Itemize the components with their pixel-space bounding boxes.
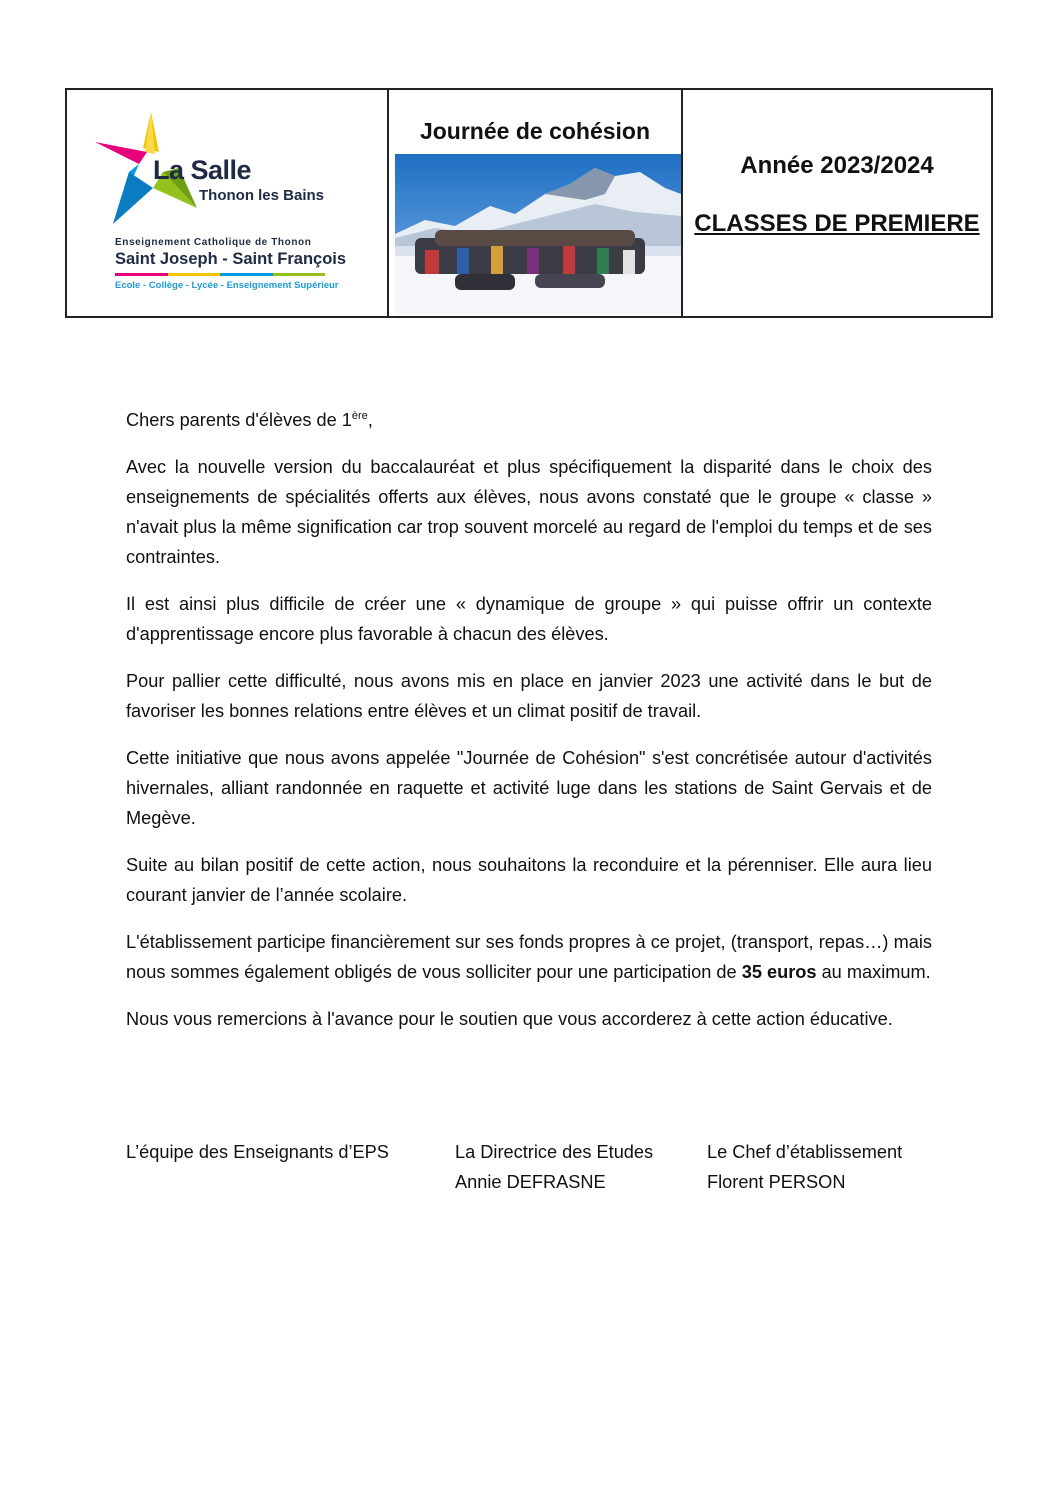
salutation-text: Chers parents d'élèves de 1: [126, 410, 352, 430]
header-table: [65, 88, 993, 318]
logo-subtitle: Enseignement Catholique de Thonon: [115, 237, 312, 248]
group-photo-mountain-image: [395, 154, 681, 314]
paragraph-1: Avec la nouvelle version du baccalauréat et plus spécifiquement la disparité dans le choix des enseignements de spécialités offerts aux élèves, nous avons constaté que le groupe « classe » n'avait plus la même signification car trop souvent morcelé au regard de l'emploi du temps et de ses contraintes.: [126, 457, 932, 567]
salutation: [126, 405, 932, 435]
paragraph-6-text: L'établissement participe financièrement sur ses fonds propres à ce projet, (transport, repas…) mais nous sommes également obligés de vous solliciter pour une participation de: [126, 932, 932, 982]
signature-head-title: Le Chef d’établissement: [707, 1142, 903, 1162]
signature-eps-title: L’équipe des Enseignants d’EPS: [126, 1142, 389, 1162]
signature-director-title: La Directrice des Etudes: [455, 1142, 654, 1162]
paragraph-5: Suite au bilan positif de cette action, nous souhaitons la reconduire et la pérenniser. Elle aura lieu courant janvier de l’année scolaire.: [126, 855, 932, 905]
paragraph-2: Il est ainsi plus difficile de créer une « dynamique de groupe » qui puisse offrir un contexte d'apprentissage encore plus favorable à chacun des élèves.: [126, 594, 932, 644]
paragraph-6: [126, 927, 932, 987]
paragraph-6-end: au maximum.: [816, 962, 931, 982]
paragraph-7: Nous vous remercions à l'avance pour le soutien que vous accorderez à cette action éducative.: [126, 1009, 893, 1029]
letter-body: [126, 405, 932, 1051]
signature-eps: [126, 1137, 389, 1167]
logo-city-text: Thonon les Bains: [199, 187, 325, 204]
signature-head-name: Florent PERSON: [707, 1172, 846, 1192]
logo-cell: [67, 90, 389, 316]
logo-school-name: Saint Joseph - Saint François: [115, 250, 347, 268]
school-year: Année 2023/2024: [740, 152, 934, 179]
signature-director: [455, 1137, 653, 1197]
page-title: Journée de cohésion: [419, 118, 651, 144]
signature-director-name: Annie DEFRASNE: [455, 1172, 606, 1192]
salutation-superscript: ère: [351, 409, 368, 422]
title-cell: [389, 90, 683, 316]
logo-color-stripe: [115, 273, 325, 276]
participation-amount: 35 euros: [741, 962, 817, 982]
logo-brand-text: La Salle: [153, 155, 252, 185]
year-cell: [683, 90, 991, 316]
logo-levels: Ecole - Collège - Lycée - Enseignement Supérieur: [115, 280, 339, 291]
classes-label: CLASSES DE PREMIERE: [694, 210, 980, 237]
paragraph-3: Pour pallier cette difficulté, nous avons mis en place en janvier 2023 une activité dans le but de favoriser les bonnes relations entre élèves et un climat positif de travail.: [126, 671, 932, 721]
salutation-comma: ,: [367, 410, 373, 430]
paragraph-4: Cette initiative que nous avons appelée "Journée de Cohésion" s'est concrétisée autour d'activités hivernales, alliant randonnée en raquette et activité luge dans les stations de Saint Gervais et de Megève.: [126, 748, 932, 828]
signature-head: [707, 1137, 902, 1197]
